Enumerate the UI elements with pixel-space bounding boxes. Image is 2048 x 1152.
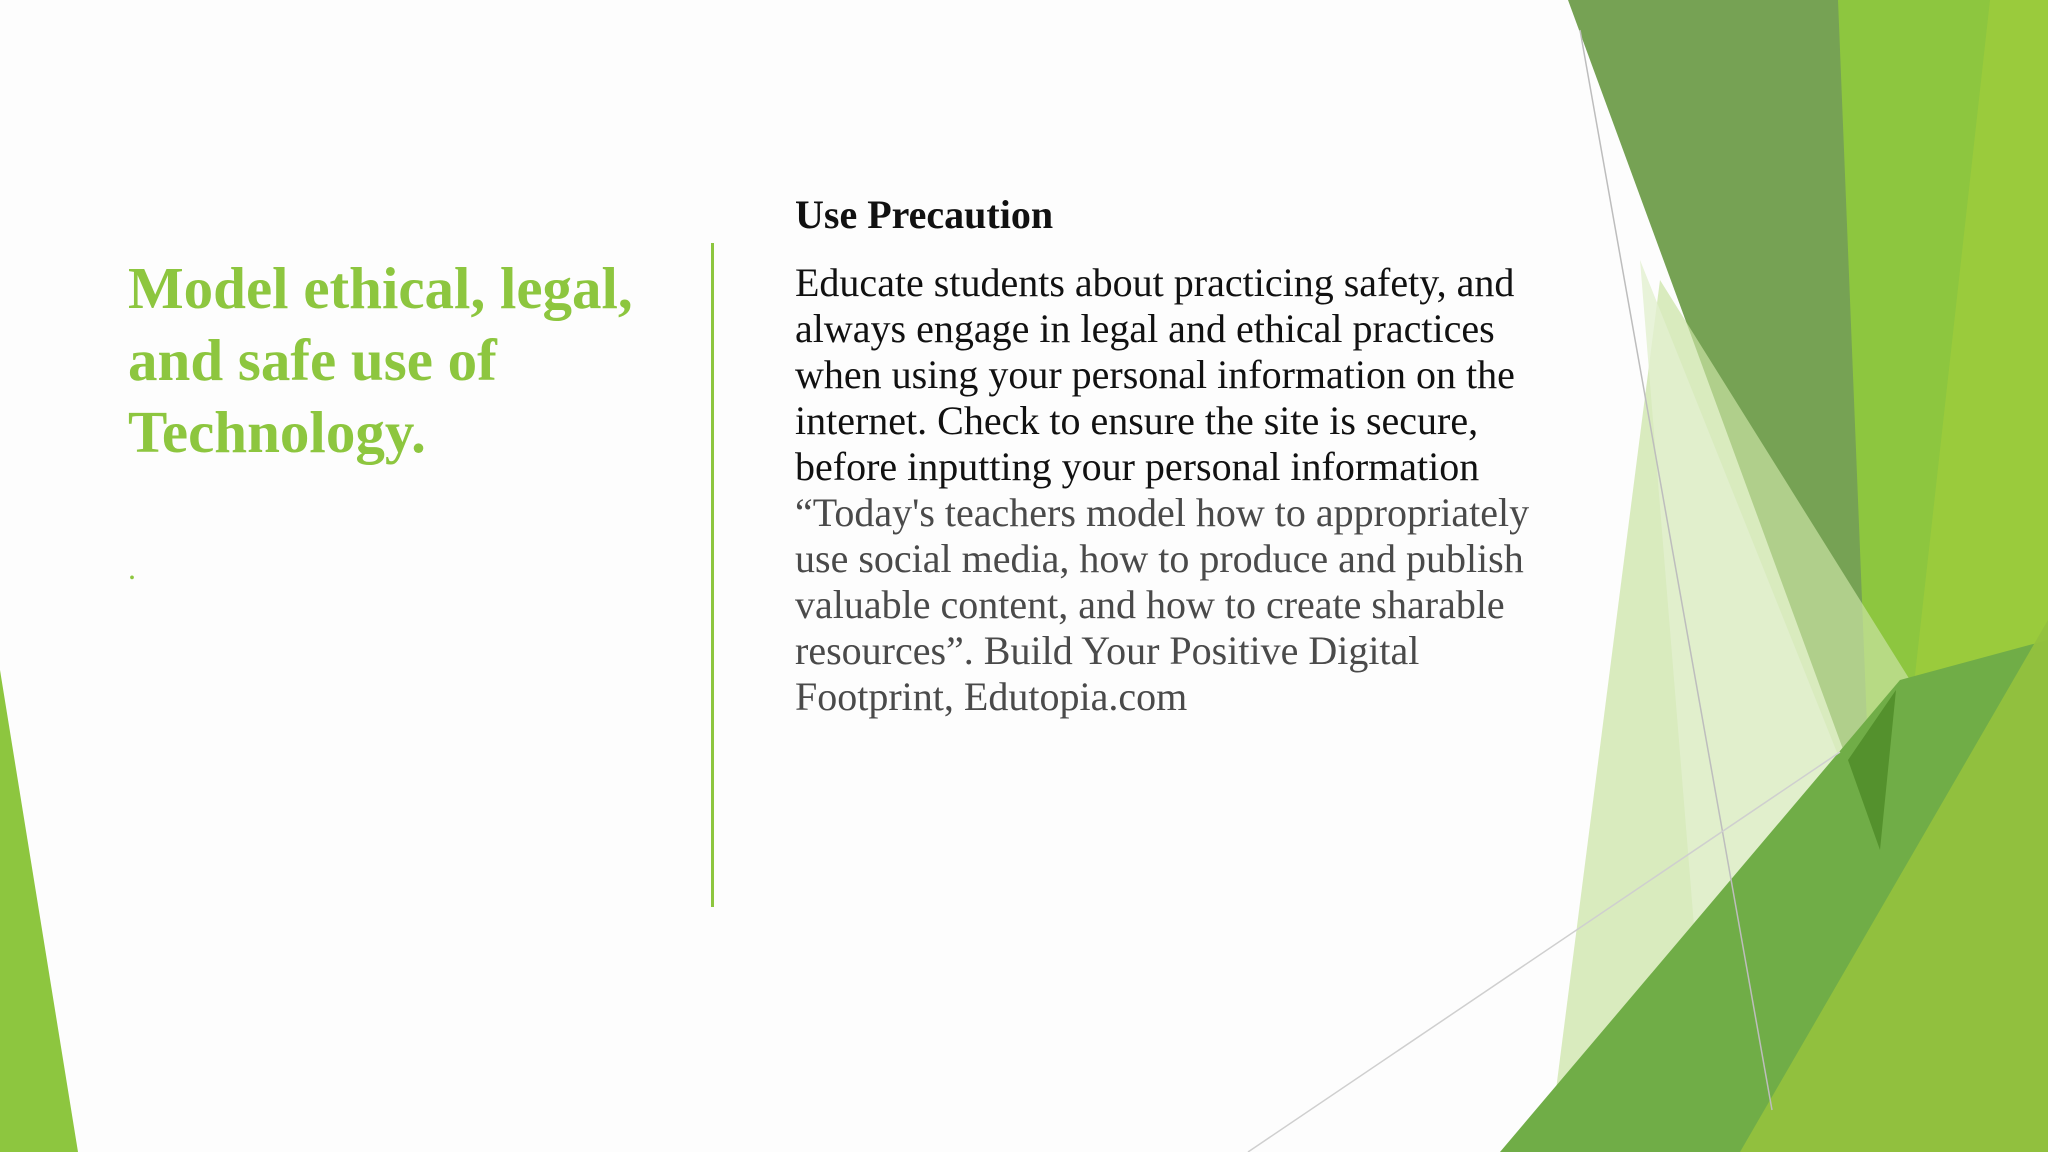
left-green-sliver	[0, 670, 78, 1152]
slide-title: Model ethical, legal, and safe use of Technology.	[128, 255, 633, 465]
vertical-divider	[711, 243, 714, 907]
quote-citation: “Today's teachers model how to appropriately use social media, how to produce and publish valuable content, and how to create sharable resources”. Build Your Positive Digital Footprint, Edutopia.com	[795, 490, 1530, 719]
body-paragraph	[795, 260, 1555, 720]
body-text: Educate students about practicing safety, and always engage in legal and ethical practices when using your personal information on the internet. Check to ensure the site is secure, before inputting your personal information	[795, 260, 1515, 489]
section-heading: Use Precaution	[795, 192, 1054, 237]
empty-bullet: .	[128, 550, 136, 586]
